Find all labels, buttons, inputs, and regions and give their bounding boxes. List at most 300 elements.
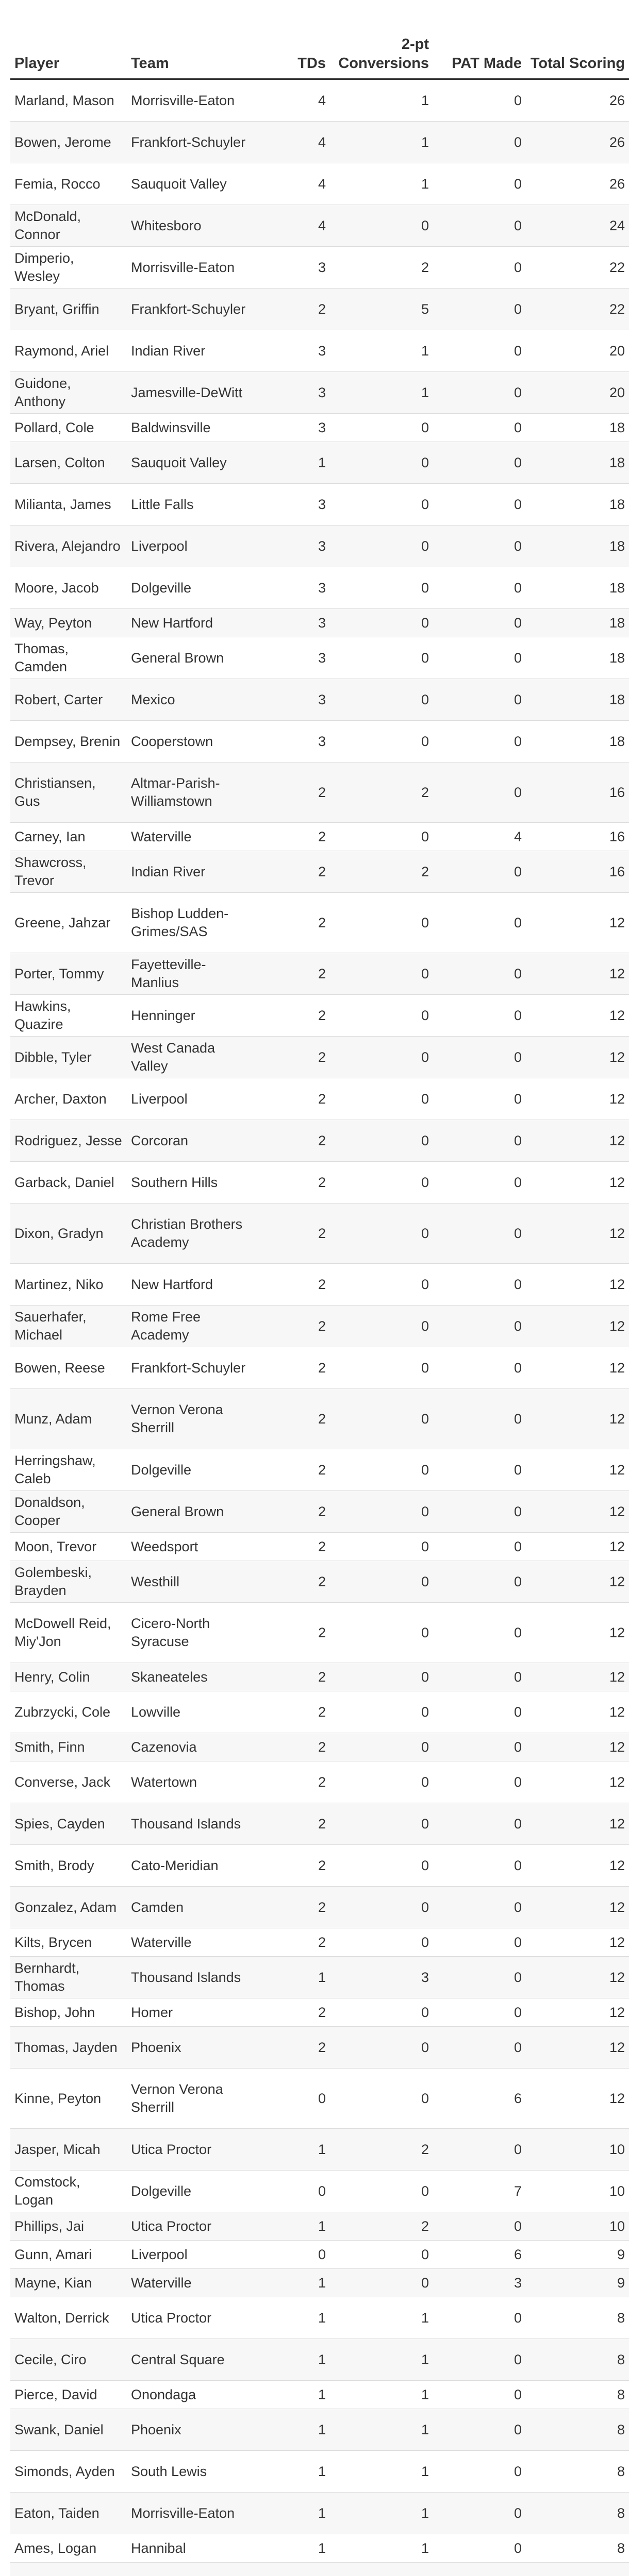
cell-two-pt-conversions: 0 [330,823,433,851]
table-row [10,247,629,289]
cell-two-pt-conversions: 1 [330,79,433,122]
cell-total-scoring: 12 [526,1120,629,1162]
cell-total-scoring: 8 [526,2451,629,2493]
cell-tds: 1 [253,2269,330,2297]
cell-pat-made: 0 [433,851,526,893]
cell-two-pt-conversions: 0 [330,1162,433,1204]
cell-tds: 2 [253,1533,330,1561]
cell-two-pt-conversions: 0 [330,1733,433,1761]
header-total-scoring[interactable]: Total Scoring [526,13,629,79]
cell-two-pt-conversions: 0 [330,1761,433,1803]
cell-player: Christiansen, Gus [10,762,127,823]
cell-total-scoring: 26 [526,79,629,122]
cell-pat-made: 0 [433,1691,526,1733]
cell-tds: 1 [253,1957,330,1998]
cell-tds: 3 [253,330,330,372]
cell-tds: 4 [253,79,330,122]
cell-pat-made: 0 [433,1733,526,1761]
cell-total-scoring: 18 [526,567,629,609]
cell-tds: 2 [253,1928,330,1957]
table-row [10,1037,629,1078]
table-row [10,372,629,414]
cell-total-scoring: 18 [526,484,629,526]
cell-tds: 2 [253,1887,330,1928]
cell-team: Altmar-Parish-Williamstown [127,762,253,823]
cell-team: Morrisville-Eaton [127,79,253,122]
cell-tds: 2 [253,1389,330,1449]
cell-tds: 1 [253,2409,330,2451]
table-row [10,2534,629,2563]
header-row [10,13,629,79]
cell-two-pt-conversions: 1 [330,122,433,163]
table-row [10,2212,629,2241]
table-row [10,442,629,484]
cell-pat-made: 0 [433,893,526,953]
cell-tds: 1 [253,2534,330,2563]
cell-tds: 2 [253,1120,330,1162]
table-row [10,1998,629,2027]
cell-player: Gunn, Amari [10,2241,127,2269]
table-row [10,1306,629,1347]
cell-tds: 2 [253,762,330,823]
table-row [10,2171,629,2212]
table-row [10,1533,629,1561]
scoring-table [10,13,629,2576]
cell-tds: 2 [253,851,330,893]
cell-two-pt-conversions: 0 [330,2027,433,2069]
cell-tds: 0 [253,2069,330,2129]
cell-tds: 4 [253,205,330,247]
table-row [10,2269,629,2297]
cell-tds: 2 [253,289,330,330]
cell-two-pt-conversions: 2 [330,2129,433,2171]
cell-total-scoring: 10 [526,2212,629,2241]
cell-tds: 2 [253,1803,330,1845]
cell-total-scoring: 12 [526,1561,629,1603]
cell-two-pt-conversions: 0 [330,2269,433,2297]
cell-pat-made: 0 [433,484,526,526]
cell-team: Skaneateles [127,1663,253,1691]
cell-total-scoring: 12 [526,1491,629,1533]
cell-tds: 2 [253,893,330,953]
table-row [10,1957,629,1998]
cell-player: Bowen, Jerome [10,122,127,163]
cell-tds: 0 [253,2241,330,2269]
cell-pat-made: 0 [433,289,526,330]
cell-two-pt-conversions: 0 [330,609,433,637]
cell-player: Bryant, Griffin [10,289,127,330]
cell-team: Liverpool [127,2241,253,2269]
cell-two-pt-conversions: 3 [330,1957,433,1998]
cell-total-scoring: 12 [526,1037,629,1078]
table-row [10,1561,629,1603]
cell-player [10,2563,127,2576]
table-row [10,1389,629,1449]
cell-total-scoring: 8 [526,2297,629,2339]
cell-tds: 2 [253,1204,330,1264]
cell-player: Marland, Mason [10,79,127,122]
cell-player: Moore, Jacob [10,567,127,609]
cell-pat-made: 0 [433,163,526,205]
cell-pat-made: 7 [433,2171,526,2212]
cell-team: Henninger [127,995,253,1037]
table-row [10,1663,629,1691]
cell-player: Dibble, Tyler [10,1037,127,1078]
cell-player: Dixon, Gradyn [10,1204,127,1264]
cell-total-scoring: 12 [526,995,629,1037]
cell-team: South Lewis [127,2451,253,2493]
table-row [10,2381,629,2409]
cell-two-pt-conversions: 0 [330,205,433,247]
cell-two-pt-conversions: 1 [330,163,433,205]
table-row [10,2339,629,2381]
cell-team: Mexico [127,679,253,721]
cell-team: Thousand Islands [127,1957,253,1998]
cell-tds: 2 [253,1691,330,1733]
cell-player: McDowell Reid, Miy'Jon [10,1603,127,1663]
cell-player: Bowen, Reese [10,1347,127,1389]
cell-total-scoring: 12 [526,1533,629,1561]
table-row [10,567,629,609]
cell-total-scoring: 22 [526,289,629,330]
cell-pat-made: 0 [433,1204,526,1264]
table-row [10,609,629,637]
cell-team: Morrisville-Eaton [127,247,253,289]
cell-two-pt-conversions: 0 [330,1603,433,1663]
cell-total-scoring: 18 [526,526,629,567]
cell-two-pt-conversions: 0 [330,679,433,721]
cell-player: Bishop, John [10,1998,127,2027]
cell-pat-made: 0 [433,567,526,609]
cell-two-pt-conversions: 0 [330,442,433,484]
cell-two-pt-conversions: 0 [330,1803,433,1845]
cell-player: Donaldson, Cooper [10,1491,127,1533]
cell-two-pt-conversions [330,2563,433,2576]
cell-tds: 2 [253,1264,330,1306]
table-row [10,1845,629,1887]
cell-total-scoring: 22 [526,247,629,289]
cell-pat-made: 0 [433,1957,526,1998]
cell-player: Herringshaw, Caleb [10,1449,127,1491]
cell-two-pt-conversions: 0 [330,721,433,762]
cell-pat-made: 0 [433,2339,526,2381]
cell-tds: 2 [253,1733,330,1761]
cell-player: Porter, Tommy [10,953,127,995]
cell-team: Morrisville-Eaton [127,2493,253,2534]
cell-team: Central Square [127,2339,253,2381]
cell-team: Camden [127,1887,253,1928]
table-row [10,1162,629,1204]
cell-two-pt-conversions: 1 [330,2297,433,2339]
cell-tds: 3 [253,609,330,637]
cell-tds: 2 [253,1761,330,1803]
table-row [10,1120,629,1162]
table-row [10,1733,629,1761]
cell-pat-made: 4 [433,823,526,851]
cell-total-scoring: 8 [526,2381,629,2409]
cell-player: Way, Peyton [10,609,127,637]
table-row [10,1603,629,1663]
cell-player: Martinez, Niko [10,1264,127,1306]
cell-total-scoring: 26 [526,163,629,205]
cell-player: Mayne, Kian [10,2269,127,2297]
cell-pat-made: 0 [433,2534,526,2563]
cell-team: General Brown [127,637,253,679]
cell-total-scoring: 12 [526,1663,629,1691]
cell-team: Watertown [127,1761,253,1803]
cell-player: Femia, Rocco [10,163,127,205]
cell-player: Rodriguez, Jesse [10,1120,127,1162]
cell-total-scoring: 16 [526,823,629,851]
cell-total-scoring: 16 [526,762,629,823]
table-row [10,679,629,721]
cell-player: Ames, Logan [10,2534,127,2563]
cell-team: Onondaga [127,2381,253,2409]
cell-player: Jasper, Micah [10,2129,127,2171]
cell-pat-made [433,2563,526,2576]
header-tds[interactable]: TDs [253,13,330,79]
table-row [10,2129,629,2171]
cell-total-scoring: 12 [526,1803,629,1845]
cell-team: Southern Hills [127,1162,253,1204]
cell-total-scoring: 10 [526,2129,629,2171]
cell-total-scoring: 12 [526,953,629,995]
cell-total-scoring: 12 [526,1449,629,1491]
cell-two-pt-conversions: 0 [330,1998,433,2027]
cell-total-scoring: 12 [526,1691,629,1733]
cell-two-pt-conversions: 0 [330,1887,433,1928]
cell-player: Moon, Trevor [10,1533,127,1561]
table-row [10,2409,629,2451]
cell-tds: 3 [253,679,330,721]
cell-total-scoring: 12 [526,1928,629,1957]
cell-two-pt-conversions: 0 [330,1449,433,1491]
cell-total-scoring: 24 [526,205,629,247]
table-row [10,1803,629,1845]
header-pat-made[interactable]: PAT Made [433,13,526,79]
cell-team: Dolgeville [127,1449,253,1491]
cell-pat-made: 0 [433,205,526,247]
cell-two-pt-conversions: 0 [330,1078,433,1120]
cell-tds: 1 [253,2297,330,2339]
cell-team: Whitesboro [127,205,253,247]
cell-tds: 2 [253,1162,330,1204]
cell-player: Larsen, Colton [10,442,127,484]
table-row [10,1691,629,1733]
cell-team: Sauquoit Valley [127,442,253,484]
table-row [10,1887,629,1928]
cell-pat-made: 0 [433,1037,526,1078]
cell-tds: 2 [253,1306,330,1347]
cell-player: Dempsey, Brenin [10,721,127,762]
cell-tds: 2 [253,1561,330,1603]
cell-tds: 3 [253,414,330,442]
cell-total-scoring: 12 [526,1845,629,1887]
cell-two-pt-conversions: 0 [330,1845,433,1887]
cell-team: Indian River [127,330,253,372]
cell-two-pt-conversions: 1 [330,2534,433,2563]
cell-player: Shawcross, Trevor [10,851,127,893]
cell-tds: 2 [253,1491,330,1533]
cell-player: McDonald, Connor [10,205,127,247]
cell-total-scoring: 18 [526,679,629,721]
cell-player: Golembeski, Brayden [10,1561,127,1603]
cell-player: Archer, Daxton [10,1078,127,1120]
cell-pat-made: 0 [433,1561,526,1603]
table-row [10,330,629,372]
cell-two-pt-conversions: 1 [330,330,433,372]
cell-player: Simonds, Ayden [10,2451,127,2493]
cell-player: Eaton, Taiden [10,2493,127,2534]
cell-pat-made: 0 [433,1162,526,1204]
cell-two-pt-conversions: 0 [330,567,433,609]
cell-pat-made: 0 [433,1663,526,1691]
cell-pat-made: 0 [433,1306,526,1347]
table-row [10,1928,629,1957]
cell-team: Waterville [127,1928,253,1957]
cell-tds: 2 [253,823,330,851]
cell-pat-made: 0 [433,721,526,762]
cell-pat-made: 0 [433,247,526,289]
cell-pat-made: 0 [433,995,526,1037]
cell-pat-made: 0 [433,1998,526,2027]
cell-player: Henry, Colin [10,1663,127,1691]
cell-two-pt-conversions: 0 [330,414,433,442]
cell-two-pt-conversions: 0 [330,995,433,1037]
cell-team: Utica Proctor [127,2297,253,2339]
cell-two-pt-conversions: 0 [330,1037,433,1078]
cell-two-pt-conversions: 2 [330,851,433,893]
cell-pat-made: 0 [433,2409,526,2451]
cell-tds: 3 [253,721,330,762]
cell-player: Pierce, David [10,2381,127,2409]
table-row [10,163,629,205]
cell-total-scoring: 18 [526,442,629,484]
cell-tds: 4 [253,163,330,205]
cell-pat-made: 0 [433,1928,526,1957]
cell-player: Raymond, Ariel [10,330,127,372]
header-two-pt-conversions[interactable]: 2-pt Conversions [330,13,433,79]
cell-player: Milianta, James [10,484,127,526]
cell-pat-made: 6 [433,2241,526,2269]
cell-pat-made: 0 [433,372,526,414]
cell-tds: 2 [253,1037,330,1078]
cell-pat-made: 0 [433,2129,526,2171]
cell-player: Pollard, Cole [10,414,127,442]
cell-total-scoring: 18 [526,414,629,442]
cell-two-pt-conversions: 2 [330,762,433,823]
cell-player: Bernhardt, Thomas [10,1957,127,1998]
cell-player: Smith, Brody [10,1845,127,1887]
cell-player: Kilts, Brycen [10,1928,127,1957]
cell-team: Frankfort-Schuyler [127,122,253,163]
cell-player: Dimperio, Wesley [10,247,127,289]
cell-player: Guidone, Anthony [10,372,127,414]
table-row [10,851,629,893]
cell-two-pt-conversions: 1 [330,2409,433,2451]
cell-team: West Canada Valley [127,1037,253,1078]
cell-team: Vernon Verona Sherrill [127,2069,253,2129]
table-row [10,79,629,122]
table-row [10,2069,629,2129]
cell-team: Christian Brothers Academy [127,1204,253,1264]
cell-tds: 3 [253,526,330,567]
table-row [10,953,629,995]
cell-pat-made: 0 [433,330,526,372]
cell-total-scoring: 12 [526,2069,629,2129]
cell-two-pt-conversions: 1 [330,2339,433,2381]
cell-pat-made: 0 [433,79,526,122]
cell-player: Zubrzycki, Cole [10,1691,127,1733]
cell-total-scoring: 12 [526,1887,629,1928]
cell-team: New Hartford [127,609,253,637]
cell-team: Frankfort-Schuyler [127,1347,253,1389]
cell-two-pt-conversions: 0 [330,1928,433,1957]
table-row [10,526,629,567]
cell-two-pt-conversions: 2 [330,247,433,289]
cell-team: Phoenix [127,2027,253,2069]
cell-player: Cecile, Ciro [10,2339,127,2381]
cell-pat-made: 0 [433,1449,526,1491]
cell-team: Corcoran [127,1120,253,1162]
cell-tds: 3 [253,637,330,679]
cell-player: Gonzalez, Adam [10,1887,127,1928]
cell-tds: 1 [253,2129,330,2171]
table-row [10,1449,629,1491]
header-team[interactable]: Team [127,13,253,79]
cell-team: Phoenix [127,2409,253,2451]
cell-tds: 1 [253,2493,330,2534]
cell-pat-made: 0 [433,2297,526,2339]
cell-player: Sauerhafer, Michael [10,1306,127,1347]
cell-total-scoring: 18 [526,609,629,637]
cell-tds: 2 [253,1603,330,1663]
table-row [10,484,629,526]
cell-total-scoring: 12 [526,1957,629,1998]
cell-pat-made: 0 [433,679,526,721]
cell-tds: 1 [253,2381,330,2409]
cell-pat-made: 0 [433,442,526,484]
table-row [10,1347,629,1389]
cell-total-scoring: 16 [526,851,629,893]
cell-player: Spies, Cayden [10,1803,127,1845]
cell-pat-made: 0 [433,2027,526,2069]
cell-team: Jamesville-DeWitt [127,372,253,414]
cell-pat-made: 0 [433,526,526,567]
cell-tds: 3 [253,484,330,526]
cell-pat-made: 0 [433,1887,526,1928]
cell-team: Waterville [127,2269,253,2297]
cell-tds: 0 [253,2171,330,2212]
cell-two-pt-conversions: 2 [330,2212,433,2241]
table-row [10,414,629,442]
cell-two-pt-conversions: 0 [330,1533,433,1561]
header-player[interactable]: Player [10,13,127,79]
cell-pat-made: 0 [433,1533,526,1561]
cell-pat-made: 0 [433,1761,526,1803]
cell-team: Indian River [127,851,253,893]
cell-pat-made: 0 [433,1603,526,1663]
table-row [10,1491,629,1533]
table-header [10,13,629,79]
table-row [10,1078,629,1120]
table-row [10,2027,629,2069]
cell-two-pt-conversions: 0 [330,526,433,567]
cell-team: Liverpool [127,1078,253,1120]
cell-team: Lowville [127,1691,253,1733]
cell-total-scoring: 12 [526,1998,629,2027]
cell-two-pt-conversions: 0 [330,1389,433,1449]
